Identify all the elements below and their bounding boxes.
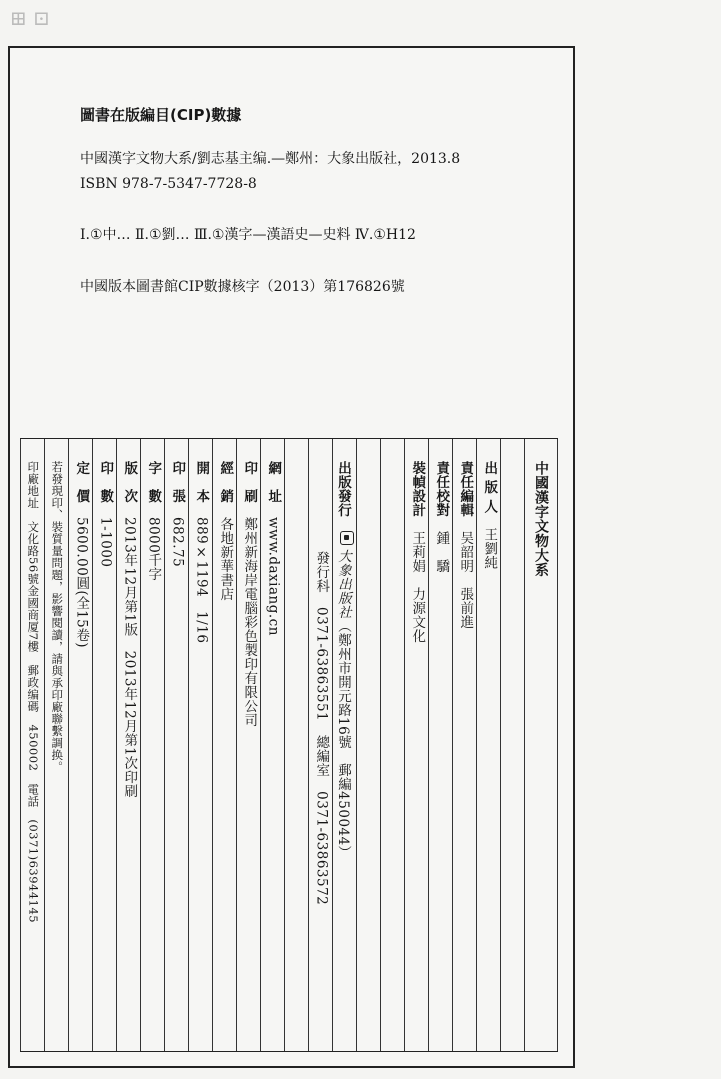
price-label: 定 價 (73, 461, 90, 503)
quality-notice-text: 若發現印、裝質量問題，影響閱讀，請與承印廠聯繫調换。 (50, 461, 65, 773)
sales-column (212, 439, 236, 1051)
cip-bibliographic-line: 中國漢字文物大系/劉志基主编.—鄭州：大象出版社，2013.8 (80, 151, 461, 167)
factory-address-column (20, 439, 44, 1051)
distribution-address: （鄭州市開元路16號 郵編450044） (335, 619, 351, 860)
format-label: 開 本 (193, 461, 210, 503)
distribution-label: 出版發行 (335, 461, 351, 517)
editor-label: 責任編輯 (457, 461, 474, 517)
editor-value: 吴韶明 張前進 (457, 531, 474, 629)
words-column (140, 439, 164, 1051)
editor-column (452, 439, 476, 1051)
book-title: 中國漢字文物大系 (533, 461, 549, 577)
printer-value: 鄭州新海岸電腦彩色製印有限公司 (241, 517, 258, 727)
proofread-label: 責任校對 (433, 461, 450, 517)
sheets-column (164, 439, 188, 1051)
printer-column (236, 439, 260, 1051)
colophon-grid (20, 438, 558, 1052)
publisher-value: 王劉純 (481, 527, 498, 570)
publisher-seal-icon (340, 531, 354, 545)
faint-corner-mark: ⊞ ⊡ (10, 6, 50, 30)
sheets-label: 印 張 (169, 461, 186, 503)
words-label: 字 數 (145, 461, 162, 503)
designer-value: 王莉娟 力源文化 (409, 531, 426, 643)
price-column (68, 439, 92, 1051)
copies-label: 印 數 (97, 461, 114, 503)
words-value: 8000千字 (145, 517, 162, 582)
cip-record-number-line: 中國版本圖書館CIP數據核字（2013）第176826號 (80, 279, 405, 295)
distribution-phone: 發行科 0371-63863551 總編室 0371-63863572 (313, 551, 330, 906)
sales-label: 經 銷 (217, 461, 234, 503)
edition-value: 2013年12月第1版 2013年12月第1次印刷 (121, 517, 138, 799)
sales-value: 各地新華書店 (217, 517, 234, 601)
edition-label: 版 次 (121, 461, 138, 503)
proofreader-value: 鍾 驕 (433, 531, 450, 573)
copies-value: 1-1000 (97, 517, 114, 568)
distribution-column (332, 439, 356, 1051)
blank-column (284, 439, 308, 1051)
distribution-phone-column (308, 439, 332, 1051)
edition-column (116, 439, 140, 1051)
web-column (260, 439, 284, 1051)
copies-column (92, 439, 116, 1051)
sheets-value: 682.75 (169, 517, 186, 568)
web-label: 網 址 (265, 461, 282, 503)
price-value: 5600.00圓(全15卷) (73, 517, 90, 649)
notice-column (44, 439, 68, 1051)
format-value: 889×1194 1/16 (193, 517, 210, 644)
format-column (188, 439, 212, 1051)
proofread-column (428, 439, 452, 1051)
blank-column (500, 439, 524, 1051)
design-column (404, 439, 428, 1051)
cip-classification-line: Ⅰ.①中… Ⅱ.①劉… Ⅲ.①漢字—漢語史—史料 Ⅳ.①H12 (80, 227, 416, 243)
publisher-column (476, 439, 500, 1051)
blank-column (356, 439, 380, 1051)
blank-column (380, 439, 404, 1051)
cip-title: 圖書在版編目(CIP)數據 (80, 106, 242, 124)
cip-isbn-line: ISBN 978-7-5347-7728-8 (80, 176, 257, 192)
publisher-label: 出 版 人 (481, 461, 498, 514)
web-value: www.daxiang.cn (265, 517, 282, 636)
printer-label: 印 刷 (241, 461, 258, 503)
design-label: 裝幀設計 (409, 461, 426, 517)
publisher-calligraphy-logo: 大象出版社 (335, 549, 351, 619)
factory-address-text: 印廠地址 文化路56號金國商厦7樓 郵政编碼 450002 電話 (0371)63944145 (26, 461, 41, 924)
book-title-column (524, 439, 558, 1051)
